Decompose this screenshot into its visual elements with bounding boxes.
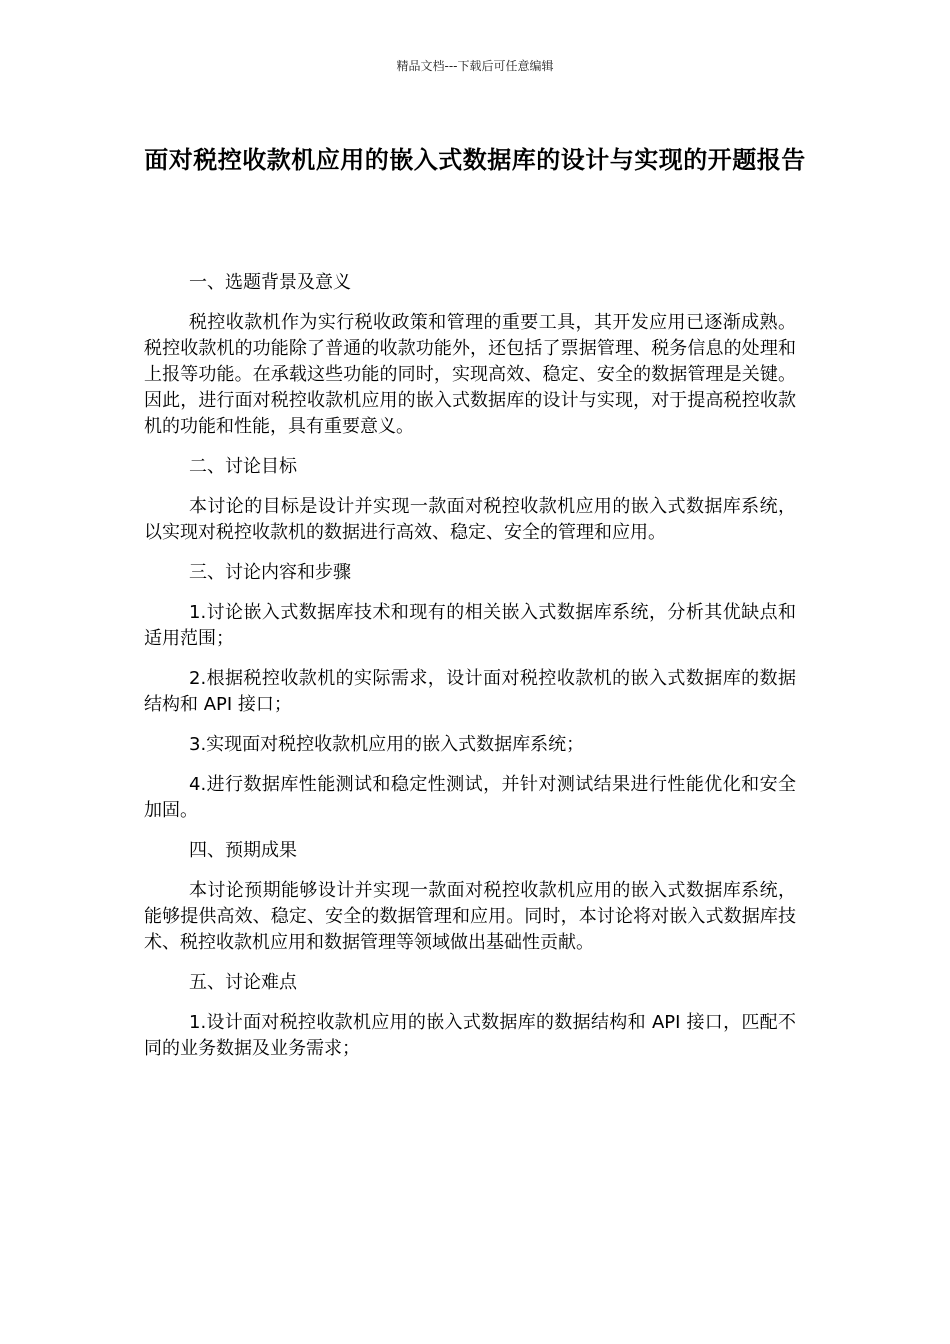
page-header: 精品文档---下载后可任意编辑 [396,59,554,73]
list-item-step-3: 3.实现面对税控收款机应用的嵌入式数据库系统； [189,734,585,755]
section-heading-expected-results: 四、预期成果 [189,840,297,861]
paragraph-goals: 本讨论的目标是设计并实现一款面对税控收款机应用的嵌入式数据库系统，以实现对税控收款机的数据进行高效、稳定、安全的管理和应用。 [144,496,796,543]
document-title: 面对税控收款机应用的嵌入式数据库的设计与实现的开题报告 [144,146,806,174]
paragraph-expected-results: 本讨论预期能够设计并实现一款面对税控收款机应用的嵌入式数据库系统，能够提供高效、稳定、安全的数据管理和应用。同时，本讨论将对嵌入式数据库技术、税控收款机应用和数据管理等领域做出基础性贡献。 [144,880,796,953]
paragraph-background: 税控收款机作为实行税收政策和管理的重要工具，其开发应用已逐渐成熟。税控收款机的功能除了普通的收款功能外，还包括了票据管理、税务信息的处理和上报等功能。在承载这些功能的同时，实现高效、稳定、安全的数据管理是关键。因此，进行面对税控收款机应用的嵌入式数据库的设计与实现，对于提高税控收款机的功能和性能，具有重要意义。 [144,312,796,437]
section-heading-difficulties: 五、讨论难点 [189,972,297,993]
section-heading-goals: 二、讨论目标 [189,456,297,477]
document-body [144,270,796,1076]
list-item-step-4: 4.进行数据库性能测试和稳定性测试，并针对测试结果进行性能优化和安全加固。 [144,774,796,821]
section-heading-background: 一、选题背景及意义 [189,272,351,293]
section-heading-content-steps: 三、讨论内容和步骤 [189,562,351,583]
list-item-difficulty-1: 1.设计面对税控收款机应用的嵌入式数据库的数据结构和 API 接口，匹配不同的业务数据及业务需求； [144,1012,796,1059]
list-item-step-2: 2.根据税控收款机的实际需求，设计面对税控收款机的嵌入式数据库的数据结构和 API 接口； [144,668,796,715]
list-item-step-1: 1.讨论嵌入式数据库技术和现有的相关嵌入式数据库系统，分析其优缺点和适用范围； [144,602,796,649]
